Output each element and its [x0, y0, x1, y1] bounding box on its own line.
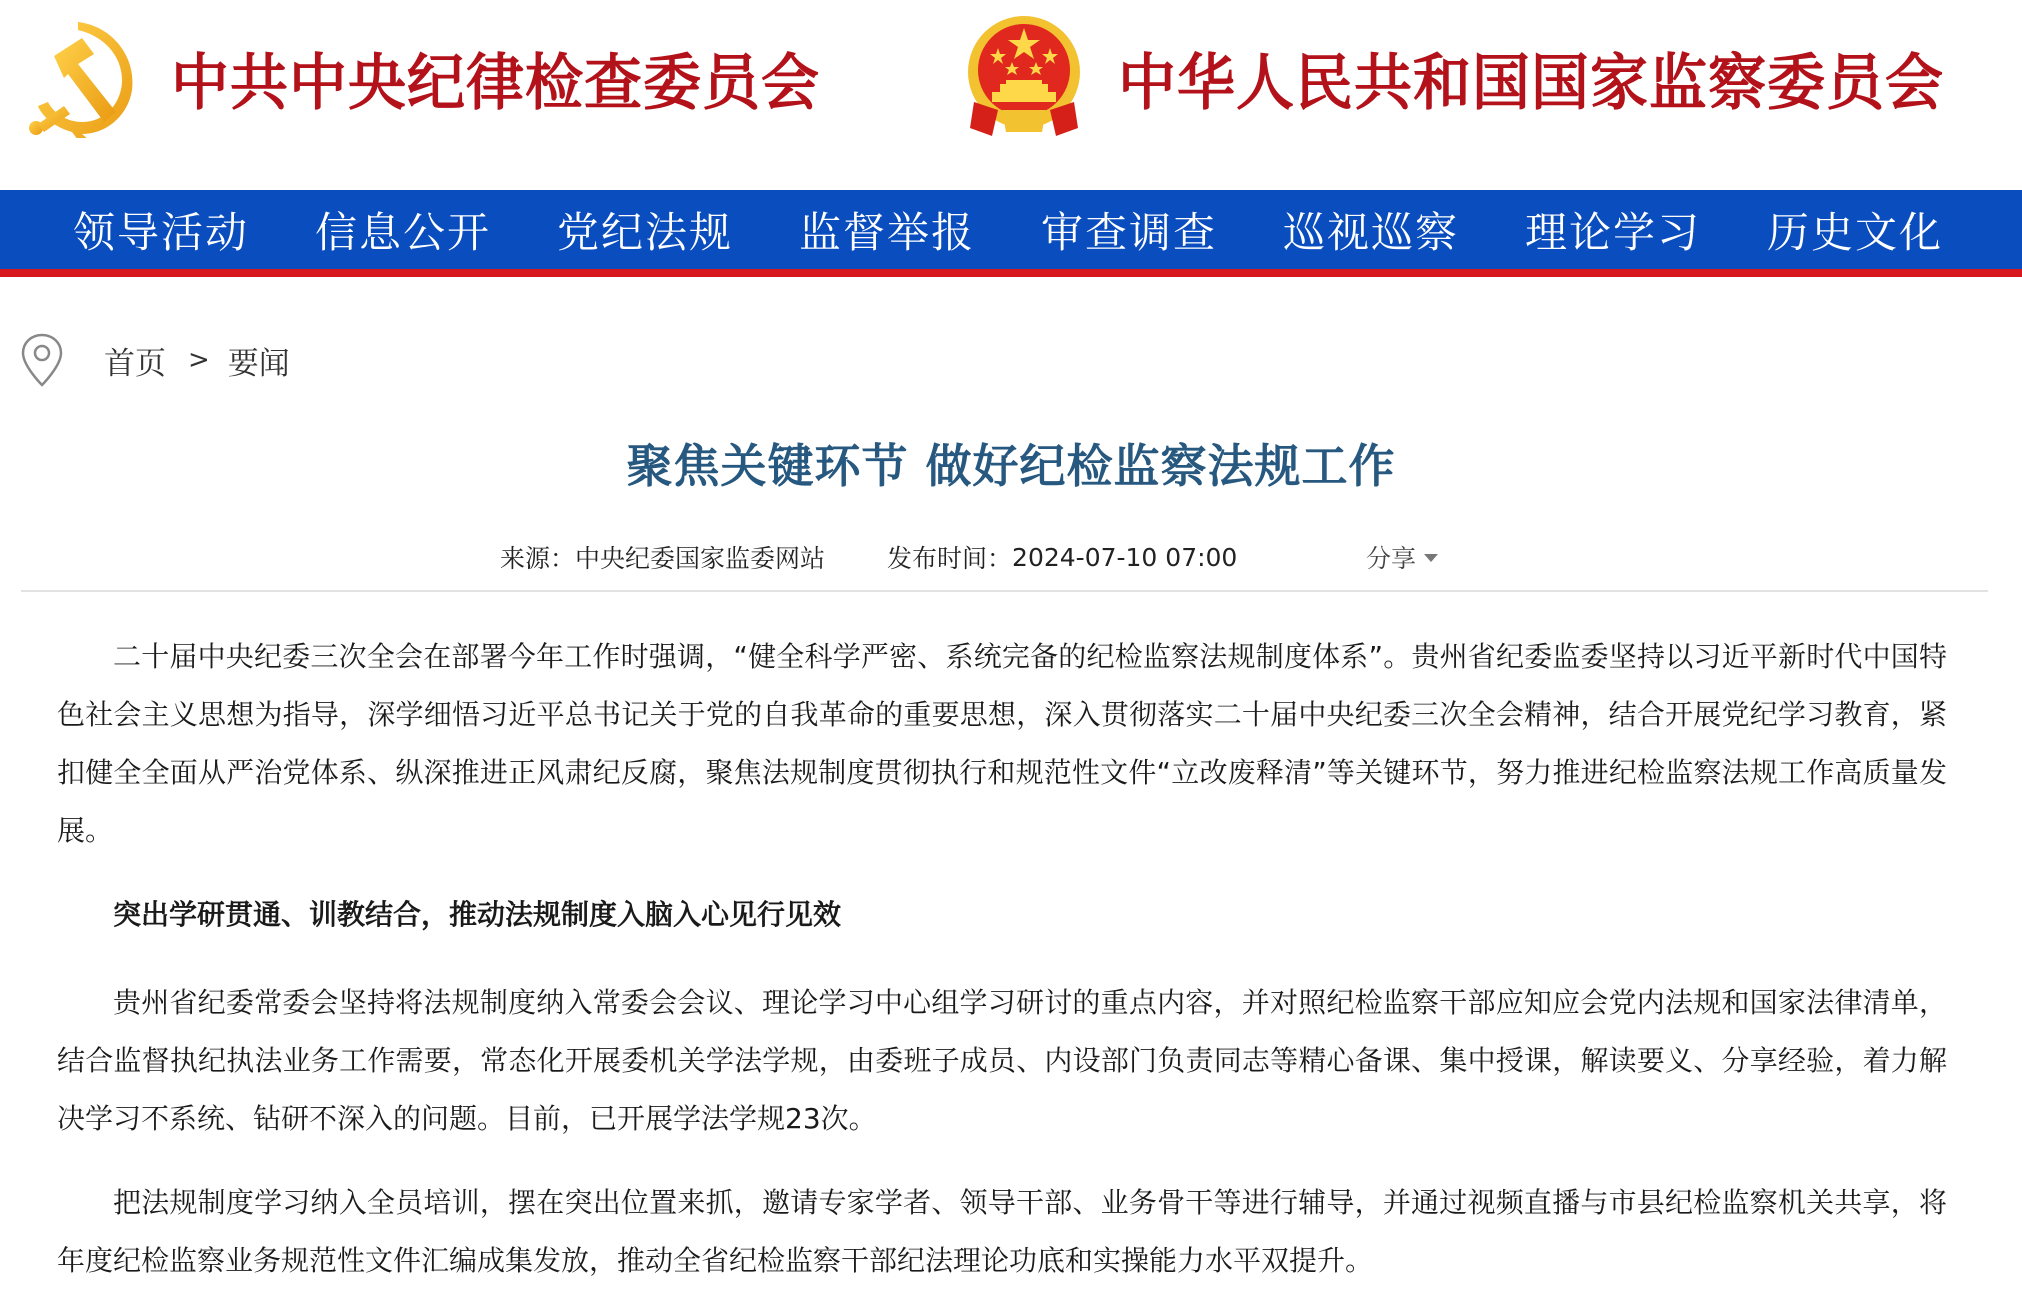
nav-item-leadership[interactable]: 领导活动	[73, 207, 250, 257]
site-header	[0, 0, 2022, 190]
published-label: 发布时间：	[887, 544, 1013, 573]
nsc-title: 中华人民共和国国家监察委员会	[1118, 46, 1945, 118]
article-paragraph: 把法规制度学习纳入全员培训，摆在突出位置来抓，邀请专家学者、领导干部、业务骨干等进行辅导，并通过视频直播与市县纪检监察机关共享，将年度纪检监察业务规范性文件汇编成集发放，推动全省纪检监察干部纪法理论功底和实操能力水平双提升。	[57, 1186, 1947, 1277]
nav-item-supervision-report[interactable]: 监督举报	[799, 207, 976, 257]
nsc-brand[interactable]	[962, 14, 1944, 139]
breadcrumb-home-link[interactable]: 首页	[104, 345, 166, 382]
nav-item-theory-study[interactable]: 理论学习	[1525, 207, 1702, 257]
location-pin-icon	[20, 332, 64, 388]
party-emblem-icon	[24, 16, 139, 138]
national-emblem-icon	[962, 14, 1086, 140]
nav-item-history-culture[interactable]: 历史文化	[1767, 207, 1944, 257]
nav-red-stripe	[0, 269, 2022, 277]
ccdi-brand[interactable]	[24, 14, 820, 139]
section-heading: 突出学研贯通、训教结合，推动法规制度入脑入心见行见效	[113, 898, 842, 931]
share-dropdown[interactable]	[1366, 537, 1438, 577]
main-nav	[0, 190, 2022, 269]
meta-divider	[21, 590, 1988, 592]
article-title: 聚焦关键环节 做好纪检监察法规工作	[626, 439, 1396, 493]
nav-item-inspection[interactable]: 巡视巡察	[1283, 207, 1460, 257]
article-paragraph: 二十届中央纪委三次全会在部署今年工作时强调，“健全科学严密、系统完备的纪检监察法规制度体系”。贵州省纪委监委坚持以习近平新时代中国特色社会主义思想为指导，深学细悟习近平总书记关于党的自我革命的重要思想，深入贯彻落实二十届中央纪委三次全会精神，结合开展党纪学习教育，紧扣健全全面从严治党体系、纵深推进正风肃纪反腐，聚焦法规制度贯彻执行和规范性文件“立改废释清”等关键环节，努力推进纪检监察法规工作高质量发展。	[57, 640, 1947, 847]
article-body	[57, 628, 1947, 1295]
published-value: 2024-07-10 07:00	[1012, 542, 1238, 572]
nav-item-investigation[interactable]: 审查调查	[1041, 207, 1218, 257]
share-label: 分享	[1366, 544, 1417, 573]
breadcrumb-separator: >	[188, 345, 210, 375]
breadcrumb	[20, 330, 290, 390]
source-value: 中央纪委国家监委网站	[575, 544, 826, 573]
breadcrumb-current-link[interactable]: 要闻	[227, 345, 290, 382]
article-meta	[500, 537, 1237, 577]
ccdi-title: 中共中央纪律检查委员会	[171, 46, 821, 118]
nav-item-info-disclosure[interactable]: 信息公开	[315, 207, 492, 257]
source-label: 来源：	[500, 544, 576, 573]
caret-down-icon	[1424, 554, 1438, 562]
nav-item-party-regulations[interactable]: 党纪法规	[557, 207, 734, 257]
article-paragraph: 贵州省纪委常委会坚持将法规制度纳入常委会会议、理论学习中心组学习研讨的重点内容，并对照纪检监察干部应知应会党内法规和国家法律清单，结合监督执纪执法业务工作需要，常态化开展委机关学法学规，由委班子成员、内设部门负责同志等精心备课、集中授课，解读要义、分享经验，着力解决学习不系统、钻研不深入的问题。目前，已开展学法学规23次。	[57, 986, 1947, 1135]
